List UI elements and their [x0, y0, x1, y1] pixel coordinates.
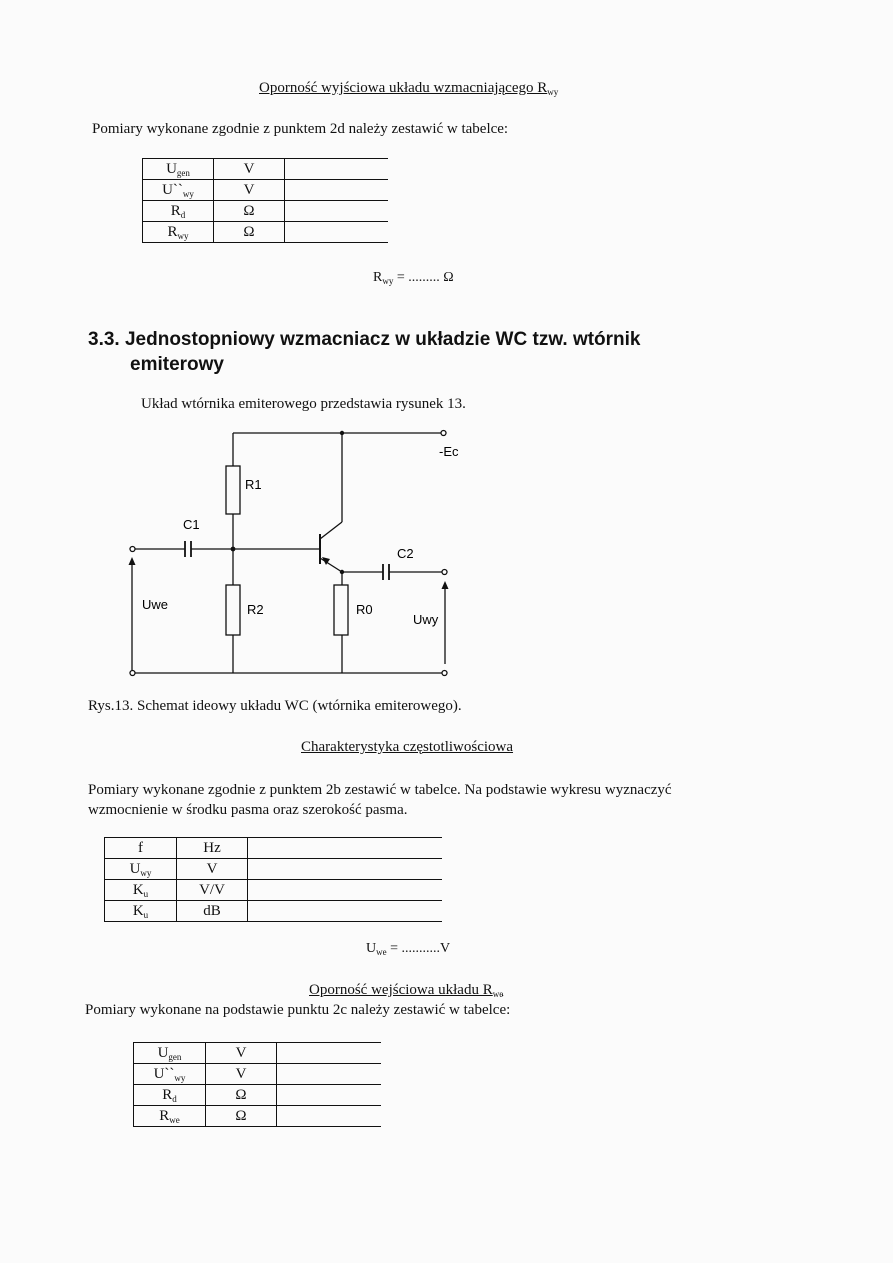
- table-row: $U_{wy}$ V: [105, 859, 443, 880]
- input-terminal: [130, 547, 135, 552]
- ec-label: -Ec: [439, 444, 459, 459]
- value-cell: [248, 859, 443, 880]
- table-row: $U_{gen}$ V: [143, 159, 389, 180]
- value-cell: [277, 1085, 382, 1106]
- frequency-table: [104, 837, 442, 922]
- value-cell: [277, 1064, 382, 1085]
- section4-intro: Pomiary wykonane na podstawie punktu 2c należy zestawić w tabelce:: [85, 1002, 511, 1018]
- table-row: $U_{gen}$ V: [134, 1043, 382, 1064]
- r0-resistor: [334, 585, 348, 635]
- r2-resistor: [226, 585, 240, 635]
- value-cell: [277, 1106, 382, 1127]
- uwy-label: Uwy: [413, 612, 439, 627]
- figure-caption: Rys.13. Schemat ideowy układu WC (wtórnika emiterowego).: [88, 698, 462, 714]
- table-row: $K_u$ dB: [105, 901, 443, 922]
- uwe-result: $U_{we} = ...........V$: [366, 941, 451, 957]
- junction-dot: [340, 570, 344, 574]
- section3-intro: Pomiary wykonane zgodnie z punktem 2b zestawić w tabelce. Na podstawie wykresu wyznaczyć wzmocnienie w środku pasma oraz szerokość pasma.: [88, 782, 672, 818]
- table-row: $R_d$ Ω: [143, 201, 389, 222]
- r1-resistor: [226, 466, 240, 514]
- output-terminal: [442, 570, 447, 575]
- frequency-characteristic-heading: Charakterystyka częstotliwościowa: [301, 739, 514, 755]
- table-row: $R_d$ Ω: [134, 1085, 382, 1106]
- table-row: $U``_{wy}$ V: [134, 1064, 382, 1085]
- section2-intro: Układ wtórnika emiterowego przedstawia rysunek 13.: [141, 396, 466, 412]
- rwy-result: $R_{wy}$ = ......... Ω: [373, 270, 454, 286]
- table-row: $R_{wy}$ Ω: [143, 222, 389, 243]
- value-cell: [248, 838, 443, 859]
- value-cell: [248, 880, 443, 901]
- table-row: $K_u$ V/V: [105, 880, 443, 901]
- junction-dot: [340, 431, 344, 435]
- uwe-label: Uwe: [142, 597, 169, 612]
- c1-label: C1: [183, 517, 200, 532]
- ec-terminal: [441, 431, 446, 436]
- junction-dot: [231, 547, 236, 552]
- table-row: $R_{we}$ Ω: [134, 1106, 382, 1127]
- r1-label: R1: [245, 477, 262, 492]
- value-cell: [277, 1043, 382, 1064]
- ground-terminal-right: [442, 671, 447, 676]
- uwy-arrowhead: [442, 581, 449, 589]
- value-cell: [248, 901, 443, 922]
- c2-label: C2: [397, 546, 414, 561]
- table-row: $U``_{wy}$ V: [143, 180, 389, 201]
- r2-label: R2: [247, 602, 264, 617]
- section-title: 3.3. Jednostopniowy wzmacniacz w układzie WC tzw. wtórnik emiterowy: [88, 329, 641, 375]
- table-row: f Hz: [105, 838, 443, 859]
- output-resistance-heading: Oporność wyjściowa układu wzmacniającego $R_{wy}$: [259, 80, 559, 97]
- uwe-arrowhead: [129, 557, 136, 565]
- section1-intro: Pomiary wykonane zgodnie z punktem 2d należy zestawić w tabelce:: [92, 121, 509, 137]
- ground-terminal-left: [130, 671, 135, 676]
- input-resistance-heading: Oporność wejściowa układu $R_{we}$: [309, 982, 504, 999]
- r0-label: R0: [356, 602, 373, 617]
- input-resistance-table: [133, 1042, 381, 1127]
